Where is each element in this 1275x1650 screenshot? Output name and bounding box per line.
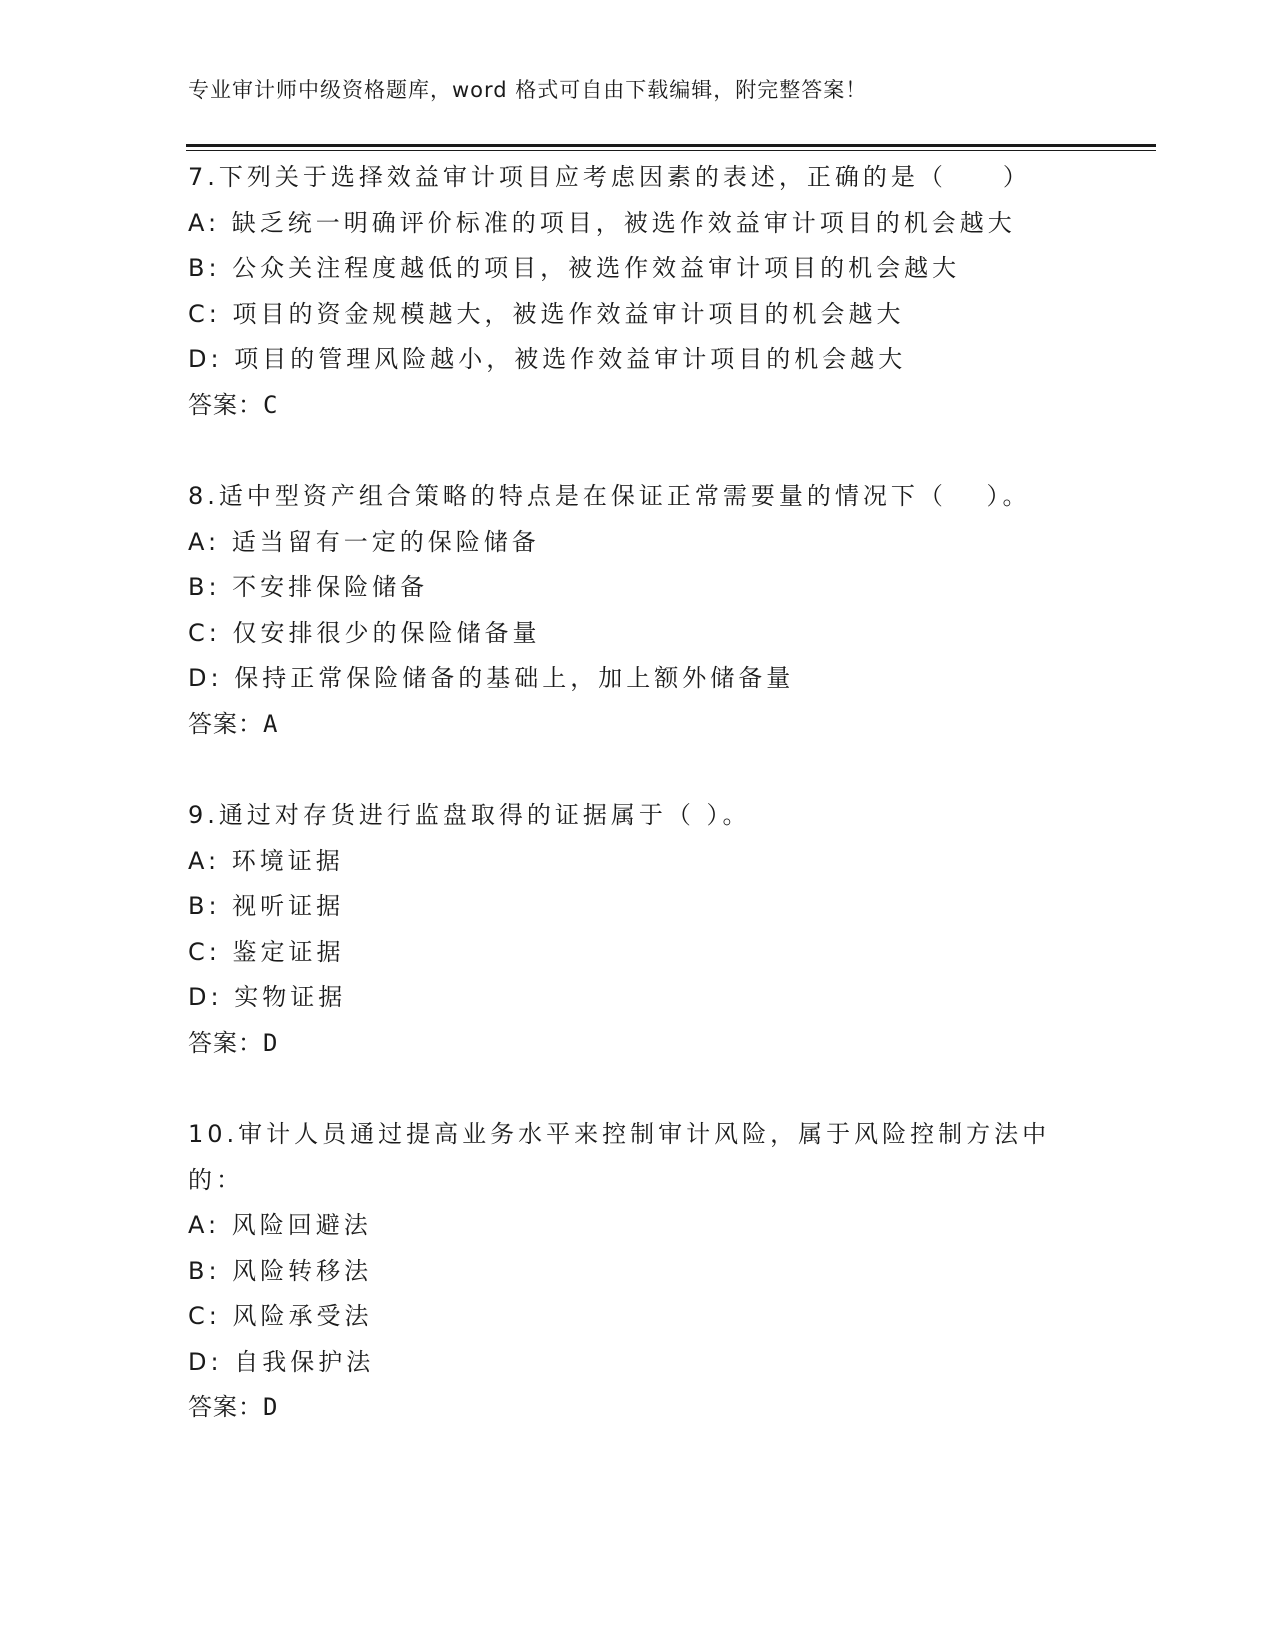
answer-value: D — [263, 1028, 279, 1057]
page-header: 专业审计师中级资格题库，word 格式可自由下载编辑，附完整答案！ — [188, 78, 868, 102]
answer-label: 答案： — [188, 1393, 263, 1421]
option-d: D: 项目的管理风险越小，被选作效益审计项目的机会越大 — [188, 345, 907, 373]
answer-value: A — [263, 709, 279, 738]
question-7 — [188, 155, 1088, 428]
question-9 — [188, 793, 1088, 1066]
answer-value: C — [263, 390, 279, 419]
answer-label: 答案： — [188, 709, 263, 738]
question-stem: 10.审计人员通过提高业务水平来控制审计风险，属于风险控制方法中的： — [188, 1120, 1051, 1194]
answer-line — [188, 1021, 1088, 1067]
question-10 — [188, 1112, 1088, 1431]
option-d: D: 自我保护法 — [188, 1347, 375, 1376]
option-a: A: 适当留有一定的保险储备 — [188, 527, 540, 556]
answer-line — [188, 702, 1088, 748]
question-8 — [188, 474, 1088, 747]
question-stem: 9.通过对存货进行监盘取得的证据属于（ ）。 — [188, 801, 751, 829]
answer-value: D — [263, 1393, 279, 1421]
option-a: A: 风险回避法 — [188, 1211, 372, 1239]
option-d: D: 保持正常保险储备的基础上，加上额外储备量 — [188, 664, 795, 692]
option-b: B: 不安排保险储备 — [188, 573, 429, 601]
option-b: B: 视听证据 — [188, 892, 345, 920]
option-c: C: 仅安排很少的保险储备量 — [188, 618, 541, 647]
answer-label: 答案： — [188, 390, 263, 419]
option-a: A: 缺乏统一明确评价标准的项目，被选作效益审计项目的机会越大 — [188, 208, 1016, 237]
answer-line — [188, 383, 1088, 429]
question-stem: 7.下列关于选择效益审计项目应考虑因素的表述，正确的是（ ） — [188, 163, 1031, 191]
option-b: B: 风险转移法 — [188, 1256, 373, 1285]
question-list — [188, 155, 1088, 1431]
option-c: C: 风险承受法 — [188, 1302, 373, 1330]
header-divider — [186, 144, 1156, 151]
answer-line — [188, 1385, 1088, 1431]
option-a: A: 环境证据 — [188, 846, 344, 875]
option-b: B: 公众关注程度越低的项目，被选作效益审计项目的机会越大 — [188, 254, 961, 282]
option-c: C: 鉴定证据 — [188, 937, 345, 966]
question-stem: 8.适中型资产组合策略的特点是在保证正常需要量的情况下（ ）。 — [188, 482, 1031, 510]
option-d: D: 实物证据 — [188, 983, 347, 1011]
option-c: C: 项目的资金规模越大，被选作效益审计项目的机会越大 — [188, 299, 905, 328]
answer-label: 答案： — [188, 1028, 263, 1057]
